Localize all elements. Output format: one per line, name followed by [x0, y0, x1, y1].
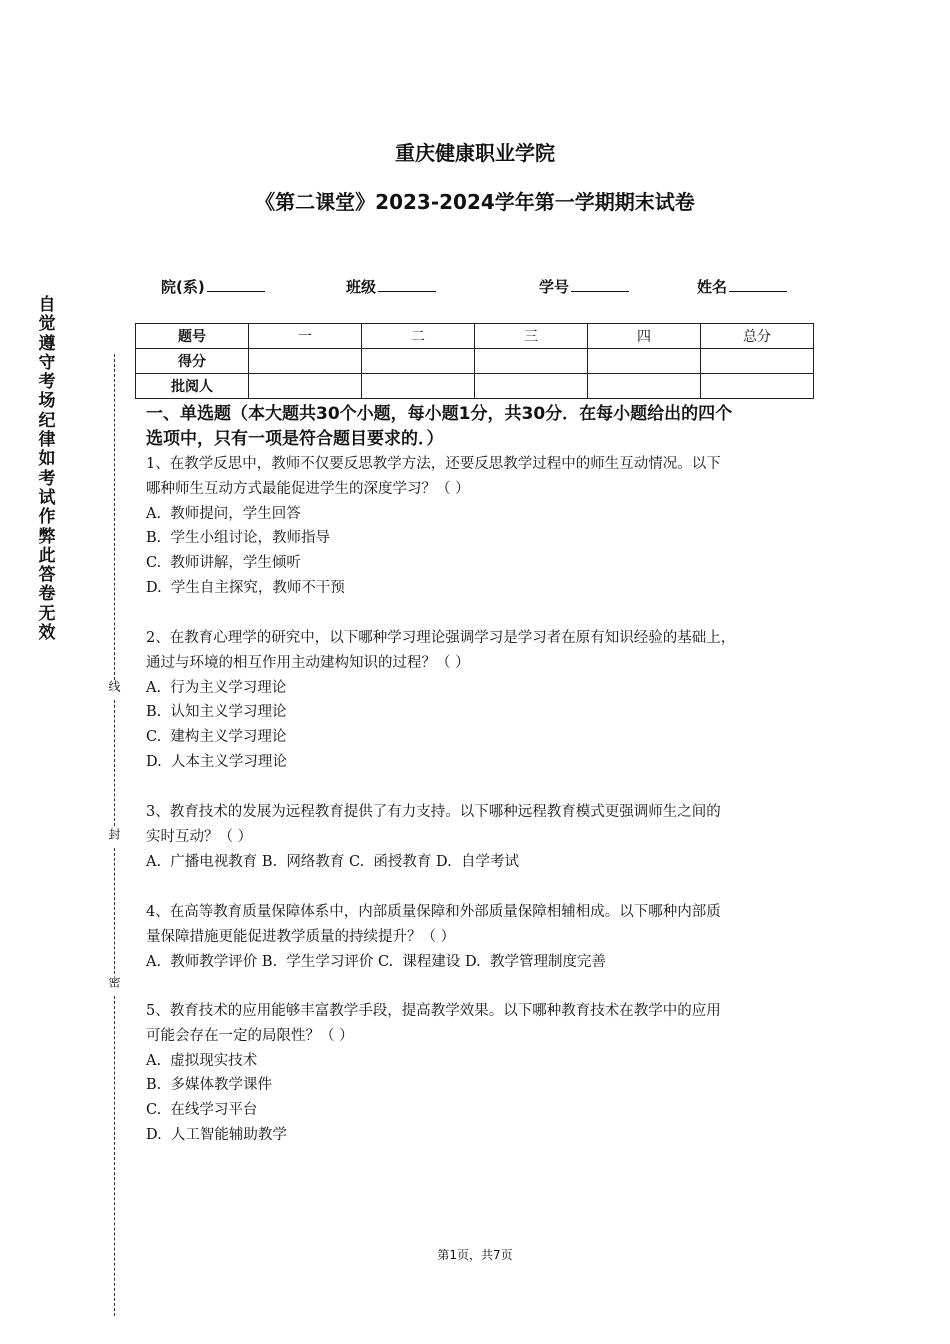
- score-table-header-row: [136, 324, 814, 349]
- question-stem: 3、教育技术的发展为远程教育提供了有力支持。以下哪种远程教育模式更强调师生之间的: [146, 804, 721, 820]
- binding-dashline: [114, 700, 115, 826]
- grader-cell[interactable]: [475, 374, 588, 399]
- option-c[interactable]: C. 教师讲解，学生倾听: [146, 555, 301, 572]
- grader-cell[interactable]: [588, 374, 701, 399]
- header-cell: 二: [362, 324, 475, 349]
- question-4: [146, 900, 822, 974]
- name-field[interactable]: [697, 276, 787, 297]
- options-line[interactable]: A. 教师教学评价 B. 学生学习评价 C. 课程建设 D. 教学管理制度完善: [146, 953, 606, 970]
- question-stem: 5、教育技术的应用能够丰富教学手段，提高教学效果。以下哪种教育技术在教学中的应用: [146, 1003, 721, 1019]
- section-heading-line: 选项中，只有一项是符合题目要求的．）: [146, 429, 444, 449]
- dept-label: 院(系): [161, 278, 205, 296]
- header-cell: 一: [249, 324, 362, 349]
- question-stem: 通过与环境的相互作用主动建构知识的过程？（ ）: [146, 654, 470, 671]
- binding-dashline: [114, 848, 115, 974]
- dept-field[interactable]: [161, 276, 265, 297]
- class-field[interactable]: [346, 276, 436, 297]
- header-cell: 三: [475, 324, 588, 349]
- option-a[interactable]: A. 虚拟现实技术: [146, 1052, 258, 1069]
- binding-dashline: [114, 354, 115, 680]
- options-line[interactable]: A. 广播电视教育 B. 网络教育 C. 函授教育 D. 自学考试: [146, 853, 519, 870]
- option-b[interactable]: B. 学生小组讨论，教师指导: [146, 530, 330, 547]
- score-cell[interactable]: [249, 349, 362, 374]
- page-number: 第1页，共7页: [437, 1248, 513, 1262]
- section-heading-line: 一、单选题（本大题共30个小题，每小题1分，共30分．在每小题给出的四个: [146, 404, 733, 424]
- option-d[interactable]: D. 人本主义学习理论: [146, 753, 287, 770]
- option-a[interactable]: A. 教师提问，学生回答: [146, 505, 301, 522]
- question-1: [146, 452, 822, 601]
- question-stem: 实时互动？（ ）: [146, 828, 253, 845]
- header-cell: 题号: [136, 324, 249, 349]
- score-cell[interactable]: [475, 349, 588, 374]
- question-stem: 1、在教学反思中，教师不仅要反思教学方法，还要反思教学过程中的师生互动情况。以下: [146, 456, 721, 472]
- row-label: 批阅人: [136, 374, 249, 399]
- name-blank: [729, 277, 787, 292]
- option-b[interactable]: B. 多媒体教学课件: [146, 1077, 272, 1094]
- question-3: [146, 800, 822, 874]
- section-heading: [146, 402, 826, 452]
- question-2: [146, 626, 822, 775]
- grader-cell[interactable]: [362, 374, 475, 399]
- score-table: [135, 323, 814, 399]
- side-warning: 自觉遵守考场纪律如考试作弊此答卷无效: [38, 295, 56, 644]
- seal-xian: 线: [107, 680, 121, 692]
- question-stem: 哪种师生互动方式最能促进学生的深度学习？（ ）: [146, 480, 470, 497]
- option-b[interactable]: B. 认知主义学习理论: [146, 704, 287, 721]
- school-title: 重庆健康职业学院: [395, 141, 555, 165]
- grader-cell[interactable]: [701, 374, 814, 399]
- score-row: [136, 349, 814, 374]
- student-id-blank: [571, 277, 629, 292]
- seal-feng: 封: [107, 828, 121, 840]
- header-cell: 总分: [701, 324, 814, 349]
- score-cell[interactable]: [701, 349, 814, 374]
- score-cell[interactable]: [588, 349, 701, 374]
- student-id-field[interactable]: [539, 276, 629, 297]
- class-blank: [378, 277, 436, 292]
- question-stem: 量保障措施更能促进教学质量的持续提升？（ ）: [146, 928, 456, 945]
- binding-dashline: [114, 996, 115, 1316]
- option-a[interactable]: A. 行为主义学习理论: [146, 679, 287, 696]
- name-label: 姓名: [697, 278, 728, 296]
- header-cell: 四: [588, 324, 701, 349]
- exam-title: 《第二课堂》2023-2024学年第一学期期末试卷: [255, 190, 695, 214]
- question-stem: 2、在教育心理学的研究中，以下哪种学习理论强调学习是学习者在原有知识经验的基础上，: [146, 630, 736, 646]
- student-id-label: 学号: [539, 278, 570, 296]
- grader-cell[interactable]: [249, 374, 362, 399]
- row-label: 得分: [136, 349, 249, 374]
- option-c[interactable]: C. 在线学习平台: [146, 1102, 258, 1119]
- class-label: 班级: [346, 278, 377, 296]
- seal-mi: 密: [107, 976, 121, 988]
- option-c[interactable]: C. 建构主义学习理论: [146, 729, 287, 746]
- question-stem: 4、在高等教育质量保障体系中，内部质量保障和外部质量保障相辅相成。以下哪种内部质: [146, 904, 721, 920]
- grader-row: [136, 374, 814, 399]
- option-d[interactable]: D. 人工智能辅助教学: [146, 1126, 287, 1143]
- dept-blank: [207, 277, 265, 292]
- option-d[interactable]: D. 学生自主探究，教师不干预: [146, 579, 345, 596]
- score-cell[interactable]: [362, 349, 475, 374]
- question-5: [146, 999, 822, 1148]
- question-stem: 可能会存在一定的局限性？（ ）: [146, 1027, 354, 1044]
